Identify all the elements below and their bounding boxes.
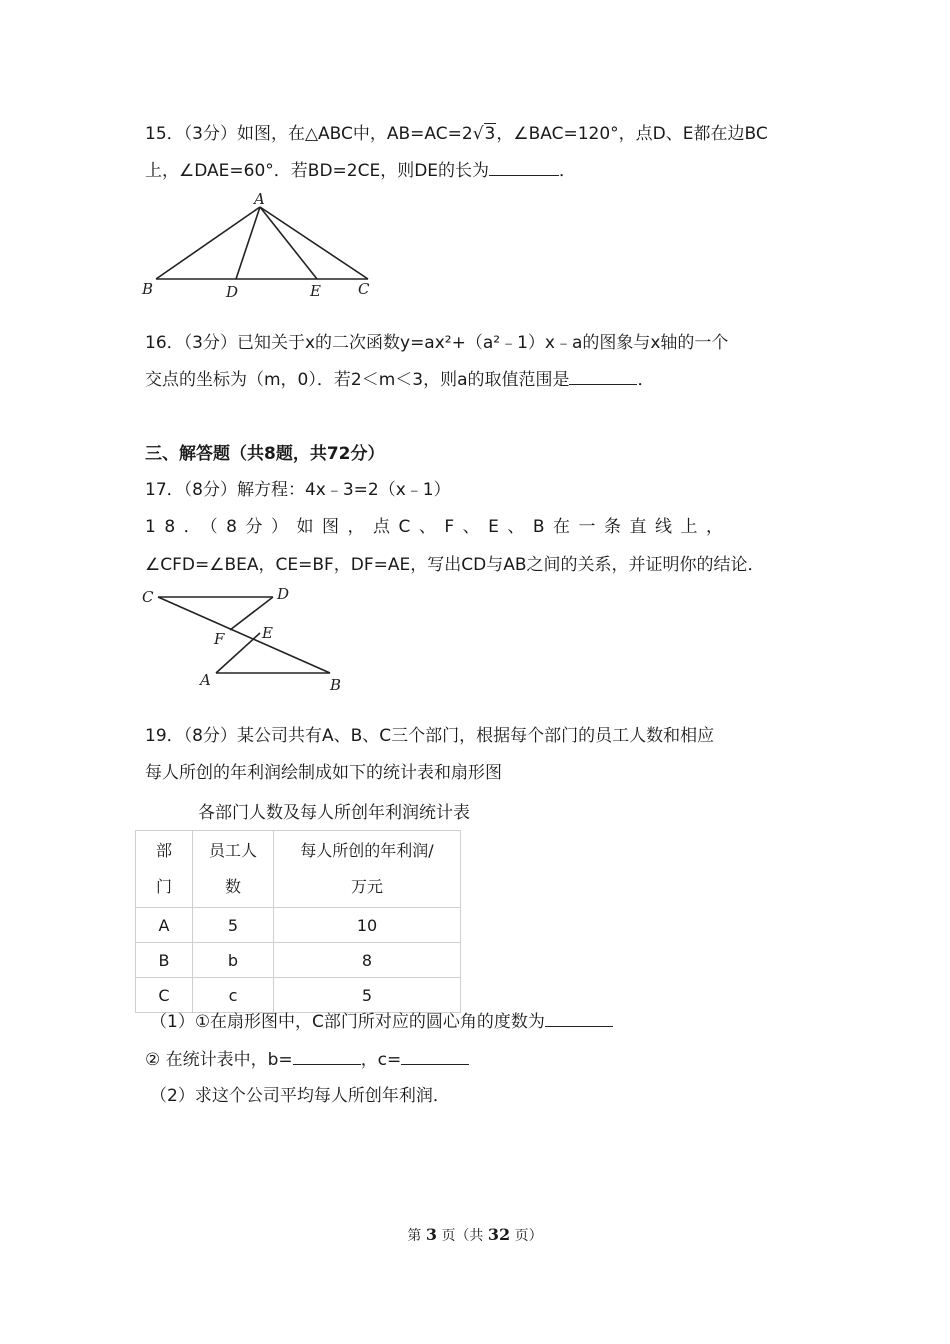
segment-ae [260, 207, 317, 279]
table-header-row [136, 831, 461, 908]
c-answer-blank[interactable] [401, 1048, 469, 1065]
segment-ad [236, 207, 260, 279]
q15-line1 [145, 122, 768, 146]
q15-text-c: 上，∠DAE=60°．若BD=2CE，则DE的长为 [145, 161, 490, 181]
q15-triangle-figure [140, 192, 390, 304]
q15-line2 [145, 159, 576, 183]
table-row [136, 978, 461, 1013]
label-c: C [142, 588, 154, 606]
q16-answer-blank[interactable] [569, 368, 637, 385]
label-e: E [262, 624, 273, 642]
q16-line2 [145, 368, 654, 392]
sqrt-radicand: 3 [484, 124, 496, 144]
cell-employees: 5 [193, 908, 274, 943]
label-c: C [358, 280, 370, 298]
q19-line2: 每人所创的年利润绘制成如下的统计表和扇形图 [145, 763, 502, 783]
q15-text-d: ． [559, 161, 577, 181]
label-a: A [200, 671, 211, 689]
q16-line1: 16．（3分）已知关于x的二次函数y=ax²+（a²﹣1）x﹣a的图象与x轴的一个 [145, 333, 729, 353]
q15-text-a: 15．（3分）如图，在△ABC中，AB=AC=2 [145, 124, 473, 144]
cell-employees: b [193, 943, 274, 978]
label-f: F [214, 630, 225, 648]
segment-cb [158, 597, 330, 673]
q15-answer-blank[interactable] [489, 159, 559, 176]
cell-department: B [136, 943, 193, 978]
section-heading: 三、解答题（共8题，共72分） [145, 444, 385, 464]
header-department: 部 门 [136, 831, 193, 908]
label-b: B [142, 280, 154, 298]
q16-text-b: ． [637, 370, 655, 390]
q19-sub3: （2）求这个公司平均每人所创年利润． [150, 1086, 450, 1106]
table-caption: 各部门人数及每人所创年利润统计表 [198, 803, 470, 823]
segment-ac [260, 207, 368, 279]
cell-employees: c [193, 978, 274, 1013]
q18-line1: 18．（8分）如图，点C、F、E、B在一条直线上， [145, 517, 732, 537]
table-row [136, 908, 461, 943]
angle-answer-blank[interactable] [545, 1010, 613, 1027]
cell-profit: 8 [274, 943, 461, 978]
q19-line1: 19．（8分）某公司共有A、B、C三个部门，根据每个部门的员工人数和相应 [145, 726, 715, 746]
label-d: D [277, 585, 290, 603]
segment-ab [156, 207, 260, 279]
cell-department: A [136, 908, 193, 943]
label-e: E [310, 282, 321, 300]
q19-sub2: ② 在统计表中，b= ，c= [145, 1048, 469, 1072]
q15-text-b: ，∠BAC=120°，点D、E都在边BC [496, 124, 768, 144]
page-footer: 第 3 页（共 32 页） [407, 1225, 543, 1244]
label-d: D [226, 283, 239, 301]
header-employees: 员工人 数 [193, 831, 274, 908]
page-number: 3 [425, 1225, 437, 1244]
sqrt-symbol: √3 [472, 124, 496, 144]
q17-text: 17．（8分）解方程：4x﹣3=2（x﹣1） [145, 480, 451, 500]
label-b: B [330, 676, 342, 694]
q18-line2: ∠CFD=∠BEA，CE=BF，DF=AE，写出CD与AB之间的关系，并证明你的结论． [145, 555, 765, 575]
table-row [136, 943, 461, 978]
total-pages: 32 [487, 1225, 511, 1244]
cell-profit: 5 [274, 978, 461, 1013]
stats-table [135, 830, 461, 1013]
b-answer-blank[interactable] [293, 1048, 361, 1065]
q16-text-a: 交点的坐标为（m，0）．若2＜m＜3，则a的取值范围是 [145, 370, 570, 390]
cell-department: C [136, 978, 193, 1013]
q19-sub1: （1）①在扇形图中，C部门所对应的圆心角的度数为 [150, 1010, 613, 1034]
cell-profit: 10 [274, 908, 461, 943]
label-a: A [254, 192, 265, 208]
q18-figure [140, 584, 360, 696]
header-profit: 每人所创的年利润/ 万元 [274, 831, 461, 908]
